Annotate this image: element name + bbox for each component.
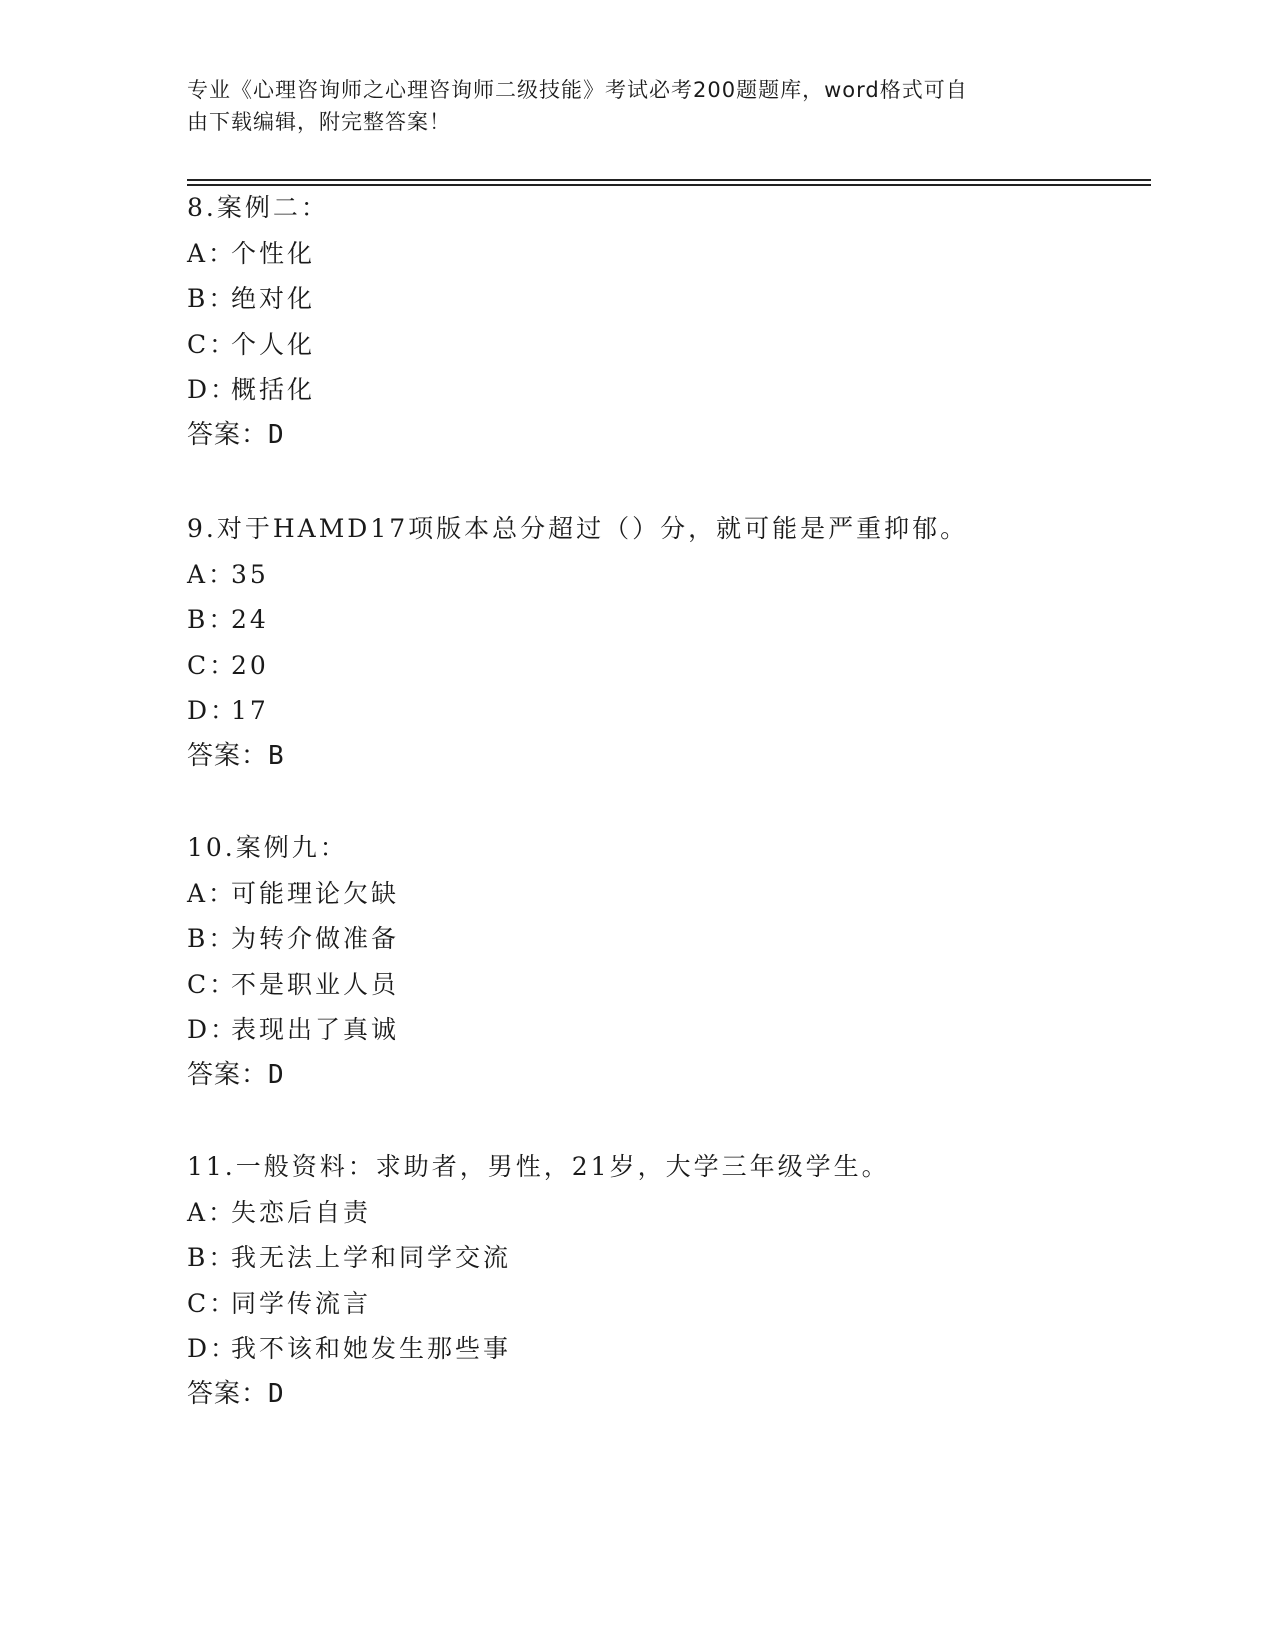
- option-d: [187, 367, 1147, 413]
- option-text: 20: [231, 650, 269, 680]
- answer-label: 答案：: [187, 1059, 269, 1090]
- option-text: 24: [231, 605, 269, 635]
- question-block: [187, 185, 1147, 459]
- option-key: A：: [187, 238, 237, 268]
- option-key: B：: [187, 605, 237, 635]
- option-key: C：: [187, 329, 238, 359]
- document-header: [187, 74, 1067, 138]
- question-stem: 8.案例二：: [187, 193, 329, 222]
- question-stem: 11.一般资料：求助者，男性，21岁，大学三年级学生。: [187, 1152, 890, 1181]
- option-a: [187, 231, 1147, 277]
- header-line-1: 专业《心理咨询师之心理咨询师二级技能》考试必考200题题库，word格式可自: [187, 78, 968, 102]
- option-key: A：: [187, 1197, 237, 1227]
- option-text: 个人化: [231, 329, 316, 359]
- option-b: [187, 597, 1147, 643]
- option-b: [187, 1235, 1147, 1281]
- option-text: 可能理论欠缺: [231, 878, 400, 908]
- option-text: 绝对化: [231, 284, 316, 314]
- option-text: 个性化: [231, 238, 316, 268]
- question-stem: 9.对于HAMD17项版本总分超过（）分，就可能是严重抑郁。: [187, 514, 969, 543]
- option-c: [187, 322, 1147, 368]
- option-text: 表现出了真诚: [231, 1015, 400, 1045]
- option-key: B：: [187, 924, 237, 954]
- answer-label: 答案：: [187, 740, 269, 771]
- answer-line: [187, 1053, 1147, 1099]
- option-a: [187, 871, 1147, 917]
- option-d: [187, 688, 1147, 734]
- option-key: C：: [187, 1288, 238, 1318]
- option-text: 为转介做准备: [231, 924, 400, 954]
- header-divider-top: [187, 179, 1151, 181]
- option-text: 35: [231, 559, 269, 589]
- option-key: B：: [187, 284, 237, 314]
- option-b: [187, 276, 1147, 322]
- option-key: C：: [187, 650, 238, 680]
- option-d: [187, 1007, 1147, 1053]
- option-a: [187, 1190, 1147, 1236]
- option-text: 我无法上学和同学交流: [231, 1243, 512, 1273]
- option-key: D：: [187, 1015, 239, 1045]
- option-key: D：: [187, 1334, 239, 1364]
- answer-label: 答案：: [187, 1378, 269, 1409]
- option-key: A：: [187, 878, 237, 908]
- option-text: 我不该和她发生那些事: [231, 1334, 512, 1364]
- option-text: 同学传流言: [231, 1288, 372, 1318]
- option-key: D：: [187, 696, 239, 726]
- answer-value: D: [268, 1378, 285, 1409]
- option-c: [187, 643, 1147, 689]
- option-key: D：: [187, 375, 239, 405]
- header-line-2: 由下载编辑，附完整答案！: [187, 110, 451, 134]
- option-text: 概括化: [231, 375, 316, 405]
- question-block: [187, 825, 1147, 1099]
- option-key: A：: [187, 559, 237, 589]
- answer-value: B: [268, 740, 285, 771]
- answer-line: [187, 734, 1147, 780]
- answer-label: 答案：: [187, 419, 269, 450]
- option-text: 失恋后自责: [231, 1197, 372, 1227]
- option-b: [187, 916, 1147, 962]
- answer-value: D: [268, 419, 285, 450]
- option-text: 不是职业人员: [231, 969, 400, 999]
- option-text: 17: [231, 696, 269, 726]
- question-block: [187, 506, 1147, 780]
- option-c: [187, 1281, 1147, 1327]
- answer-line: [187, 1372, 1147, 1418]
- option-a: [187, 552, 1147, 598]
- question-block: [187, 1144, 1147, 1418]
- option-c: [187, 962, 1147, 1008]
- question-stem: 10.案例九：: [187, 833, 348, 862]
- option-key: C：: [187, 969, 238, 999]
- option-d: [187, 1326, 1147, 1372]
- option-key: B：: [187, 1243, 237, 1273]
- answer-line: [187, 413, 1147, 459]
- answer-value: D: [268, 1059, 285, 1090]
